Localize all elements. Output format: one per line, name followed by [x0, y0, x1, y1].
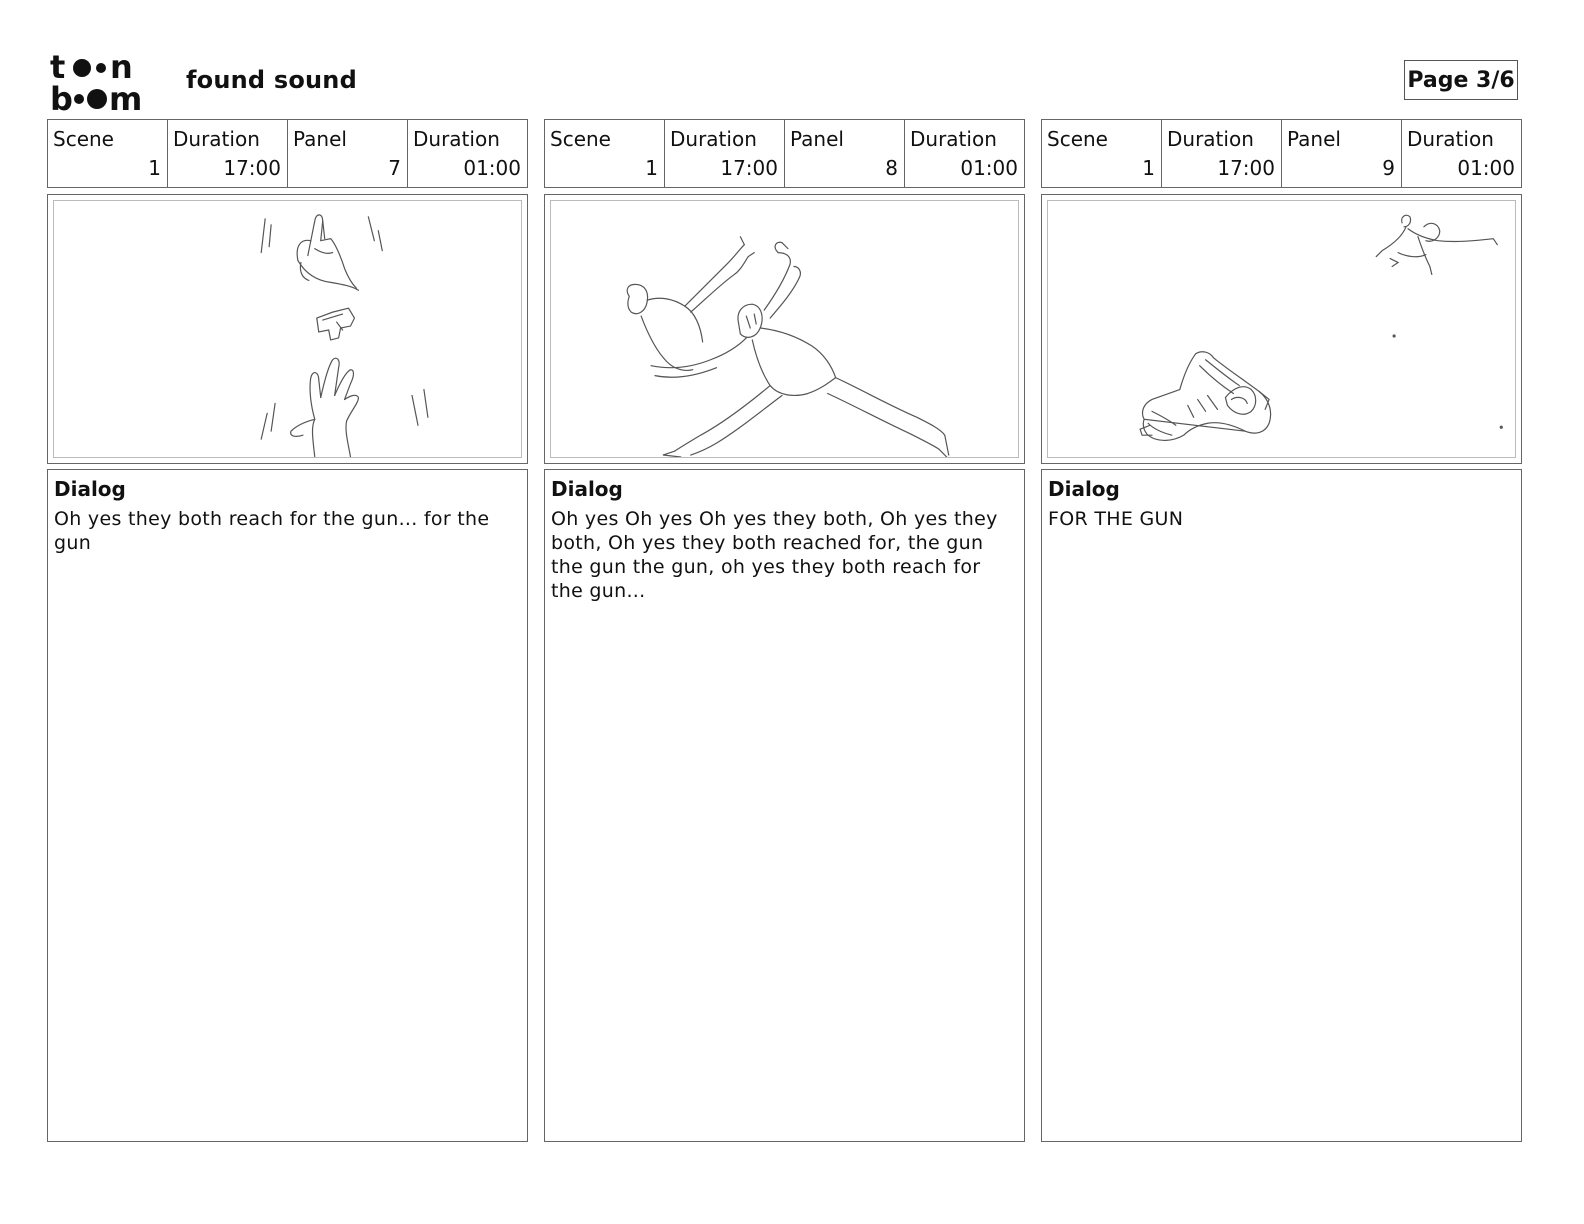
dialog-label: Dialog: [551, 477, 623, 501]
panel-duration-value: 01:00: [960, 156, 1018, 180]
storyboard-panel-1: [47, 119, 528, 1142]
scene-duration-cell: [665, 120, 785, 187]
panel-image-frame: [1041, 194, 1522, 464]
dialog-text[interactable]: Oh yes they both reach for the gun... for the gun: [54, 508, 490, 554]
scene-duration-value: 17:00: [1217, 156, 1275, 180]
duration-label: Duration: [1407, 127, 1494, 151]
dialog-label: Dialog: [54, 477, 126, 501]
panel-info-table: [47, 119, 528, 188]
dialog-text[interactable]: Oh yes Oh yes Oh yes they both, Oh yes they both, Oh yes they both reached for, the gun the gun the gun, oh yes they both reach for the gun...: [551, 508, 998, 602]
scene-duration-cell: [168, 120, 288, 187]
scene-value: 1: [1142, 156, 1155, 180]
panel-duration-value: 01:00: [463, 156, 521, 180]
panel-cell: [288, 120, 408, 187]
toonboom-logo: [50, 52, 162, 112]
scene-cell: [545, 120, 665, 187]
svg-text:b: b: [50, 80, 73, 112]
panel-duration-cell: [1402, 120, 1521, 187]
panel-label: Panel: [790, 127, 844, 151]
scene-value: 1: [645, 156, 658, 180]
sketch-two-figures-grappling: [550, 200, 1019, 458]
panel-value: 7: [388, 156, 401, 180]
storyboard-panel-3: [1041, 119, 1522, 1142]
duration-label: Duration: [413, 127, 500, 151]
page-indicator: Page 3/6: [1404, 60, 1518, 100]
scene-label: Scene: [53, 127, 114, 151]
svg-text:n: n: [110, 52, 133, 86]
duration-label: Duration: [910, 127, 997, 151]
dialog-box: [544, 469, 1025, 1142]
duration-label: Duration: [173, 127, 260, 151]
panel-duration-cell: [905, 120, 1024, 187]
scene-label: Scene: [1047, 127, 1108, 151]
scene-duration-cell: [1162, 120, 1282, 187]
project-title: found sound: [186, 66, 357, 94]
panel-info-table: [544, 119, 1025, 188]
storyboard-panel-2: [544, 119, 1025, 1142]
scene-duration-value: 17:00: [223, 156, 281, 180]
panel-info-table: [1041, 119, 1522, 188]
duration-label: Duration: [1167, 127, 1254, 151]
dialog-text[interactable]: FOR THE GUN: [1048, 508, 1184, 530]
panel-label: Panel: [293, 127, 347, 151]
scene-cell: [48, 120, 168, 187]
panel-duration-cell: [408, 120, 527, 187]
panel-image-frame: [47, 194, 528, 464]
panel-label: Panel: [1287, 127, 1341, 151]
panel-value: 8: [885, 156, 898, 180]
sketch-gun-foreground: [1047, 200, 1516, 458]
svg-text:m: m: [109, 80, 143, 112]
panel-duration-value: 01:00: [1457, 156, 1515, 180]
scene-value: 1: [148, 156, 161, 180]
scene-label: Scene: [550, 127, 611, 151]
panel-cell: [1282, 120, 1402, 187]
sketch-hands-reaching-for-gun: [53, 200, 522, 458]
scene-duration-value: 17:00: [720, 156, 778, 180]
panel-image-frame: [544, 194, 1025, 464]
svg-text:t: t: [50, 52, 66, 86]
panel-cell: [785, 120, 905, 187]
duration-label: Duration: [670, 127, 757, 151]
scene-cell: [1042, 120, 1162, 187]
dialog-box: [1041, 469, 1522, 1142]
panel-value: 9: [1382, 156, 1395, 180]
dialog-box: [47, 469, 528, 1142]
dialog-label: Dialog: [1048, 477, 1120, 501]
